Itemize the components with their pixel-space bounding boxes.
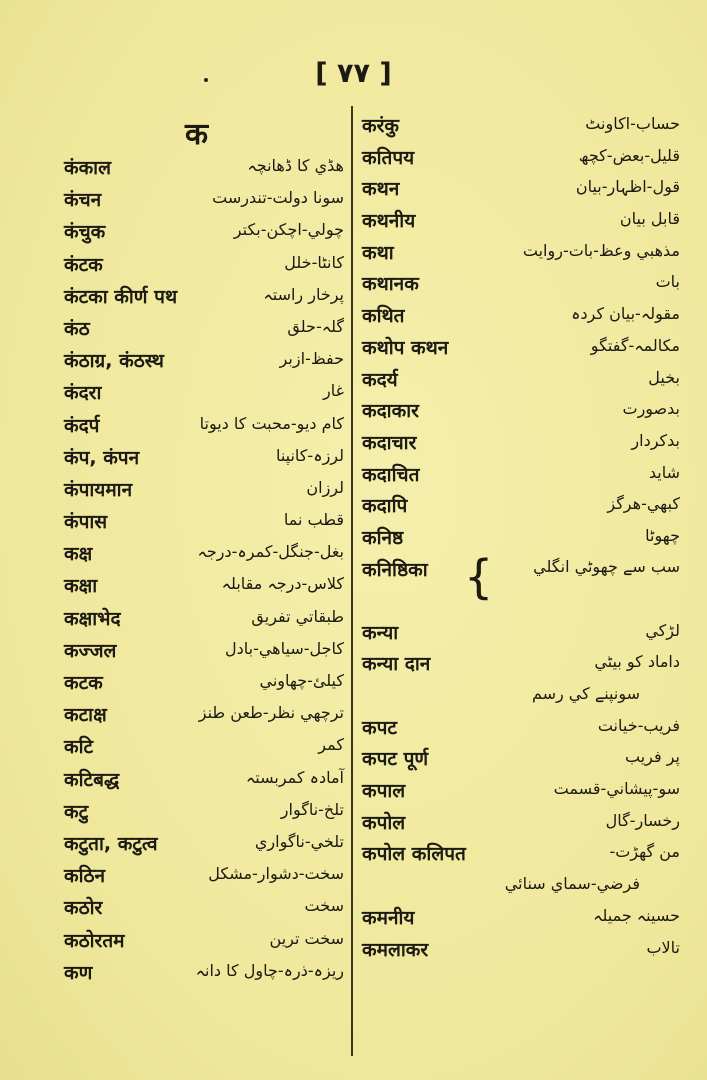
page-number: [ ٧٧ ]	[315, 58, 392, 89]
right-column	[362, 110, 680, 965]
entry-headword: कंटका कीर्ण पथ	[64, 285, 178, 308]
entry-headword: कपोल कलिपत	[362, 843, 466, 866]
entry-headword: कथन	[362, 178, 400, 201]
dictionary-entry	[362, 775, 680, 807]
dictionary-entry	[362, 395, 680, 427]
entry-definition: سخت ترين	[269, 928, 344, 948]
entry-definition: لرزہ-کانپنا	[275, 445, 344, 465]
entry-definition: تلخ-ناگوار	[280, 799, 344, 819]
dictionary-entry	[64, 796, 344, 828]
entry-definition: طبقاتي تفريق	[251, 606, 344, 626]
dictionary-entry	[362, 902, 680, 934]
dictionary-entry	[64, 667, 344, 699]
entry-definition: سخت	[304, 896, 344, 916]
entry-headword: कदापि	[362, 495, 408, 518]
entry-definition: لڑکي	[645, 620, 680, 640]
dictionary-entry	[64, 699, 344, 731]
entry-definition: بغل-جنگل-کمرہ-درجہ	[197, 542, 344, 562]
entry-headword: कपट	[362, 716, 397, 739]
dictionary-entry	[64, 313, 344, 345]
entry-definition: آمادہ کمربستہ	[245, 767, 344, 787]
entry-headword: करंकु	[362, 115, 399, 137]
dictionary-entry	[362, 648, 680, 680]
entry-definition: سونا دولت-تندرست	[212, 188, 344, 208]
entry-definition: سب سے چھوٹي انگلي	[533, 556, 680, 576]
dictionary-entry	[64, 442, 344, 474]
entry-headword: कपट पूर्ण	[362, 748, 429, 771]
entry-headword: कंपायमान	[64, 478, 133, 501]
dictionary-entry	[64, 892, 344, 924]
entry-definition: فريب-خيانت	[597, 715, 680, 735]
dictionary-entry	[64, 152, 344, 184]
dictionary-entry	[64, 538, 344, 570]
entry-definition: بدصورت	[622, 399, 680, 419]
dictionary-entry	[64, 249, 344, 281]
dictionary-entry	[64, 957, 344, 989]
entry-definition: سونپنے کي رسم	[531, 684, 640, 703]
entry-definition: بخيل	[648, 367, 680, 387]
entry-headword: कथित	[362, 305, 405, 328]
entry-headword: कज्जल	[64, 639, 117, 662]
dictionary-entry	[64, 603, 344, 635]
entry-headword: कंप, कंपन	[64, 446, 140, 469]
entry-headword: कथोप कथन	[362, 336, 449, 359]
brace-mark: {	[464, 549, 494, 604]
dictionary-entry	[362, 549, 680, 617]
dictionary-entry	[362, 237, 680, 269]
entry-headword: कटु	[64, 800, 89, 823]
entry-definition: فرضي-سماي سنائي	[504, 874, 640, 894]
entry-definition: داماد کو بيٹي	[594, 652, 680, 672]
entry-headword: कंदरा	[64, 382, 102, 405]
entry-headword: कठोर	[64, 897, 103, 920]
entry-definition: حساب-اکاونٹ	[585, 114, 680, 133]
entry-headword: कदर्य	[362, 368, 398, 391]
dictionary-entry	[362, 332, 680, 364]
dictionary-entry	[64, 925, 344, 957]
entry-definition: پر فريب	[624, 747, 680, 767]
dictionary-entry	[362, 364, 680, 396]
dictionary-entry	[362, 110, 680, 142]
dictionary-entry	[64, 764, 344, 796]
dictionary-entry	[64, 635, 344, 667]
dictionary-entry	[64, 410, 344, 442]
entry-headword: कदाकार	[362, 400, 419, 423]
column-divider	[351, 106, 353, 1056]
entry-headword: कंटक	[64, 253, 103, 276]
entry-definition: شايد	[648, 462, 680, 482]
entry-definition: تلخي-ناگواري	[254, 831, 344, 851]
entry-headword: कपोल	[362, 811, 406, 834]
entry-definition: سو-پيشاني-قسمت	[553, 779, 680, 799]
entry-headword: कठिन	[64, 865, 106, 888]
dictionary-entry	[64, 731, 344, 763]
entry-definition: چھوٹا	[645, 525, 680, 545]
entry-definition: قطب نما	[283, 510, 344, 530]
entry-definition: ھڈي کا ڈھانچہ	[247, 156, 344, 175]
dictionary-entry	[362, 680, 680, 712]
entry-headword: कमनीय	[362, 906, 415, 929]
entry-definition: قليل-بعض-کچھ	[578, 145, 680, 165]
dictionary-entry	[362, 712, 680, 744]
entry-headword: कटि	[64, 736, 94, 759]
dictionary-entry	[362, 268, 680, 300]
entry-definition: پرخار راستہ	[263, 284, 344, 304]
entry-definition: گلہ-حلق	[287, 316, 344, 336]
entry-headword: कन्या	[362, 621, 399, 644]
entry-definition: تالاب	[646, 937, 680, 957]
entry-headword: कटक	[64, 672, 103, 694]
entry-definition: مکالمہ-گفتگو	[590, 335, 680, 355]
dictionary-entry	[362, 459, 680, 491]
entry-definition: حسينہ جميلہ	[593, 905, 680, 925]
entry-definition: کام ديو-محبت کا ديوتا	[199, 413, 344, 433]
entry-headword: कंपास	[64, 511, 108, 534]
entry-definition: کانٹا-خلل	[284, 252, 344, 272]
entry-headword: कंठाग्र, कंठस्थ	[64, 350, 164, 373]
entry-definition: ريزہ-ذرہ-چاول کا دانہ	[195, 960, 344, 980]
entry-headword: कण	[64, 961, 93, 984]
entry-headword: कंचुक	[64, 221, 106, 244]
dictionary-entry	[64, 184, 344, 216]
entry-headword: कटुता, कटुत्व	[64, 832, 158, 855]
entry-headword: कथनीय	[362, 210, 416, 233]
entry-headword: कठोरतम	[64, 929, 125, 952]
dictionary-entry	[362, 807, 680, 839]
entry-definition: کلاس-درجہ مقابلہ	[221, 574, 344, 594]
entry-headword: कंदर्प	[64, 414, 100, 437]
entry-definition: کبھي-ھرگز	[607, 494, 680, 514]
dictionary-entry	[64, 377, 344, 409]
dictionary-entry	[64, 860, 344, 892]
entry-headword: कनिष्ठ	[362, 526, 404, 549]
entry-headword: कदाचित	[362, 463, 420, 486]
dictionary-entry	[362, 427, 680, 459]
entry-headword: कतिपय	[362, 146, 415, 169]
entry-headword: कटाक्ष	[64, 704, 107, 727]
entry-definition: بدکردار	[631, 430, 680, 450]
entry-definition: غار	[323, 381, 344, 401]
entry-headword: कक्षा	[64, 575, 98, 598]
left-column	[64, 152, 344, 989]
entry-headword: कन्या दान	[362, 653, 431, 676]
dictionary-entry	[362, 205, 680, 237]
dictionary-entry	[64, 828, 344, 860]
dictionary-entry	[362, 142, 680, 174]
entry-definition: رخسار-گال	[605, 810, 680, 830]
dictionary-entry	[64, 281, 344, 313]
entry-definition: لرزان	[306, 477, 344, 497]
entry-definition: حفظ-ازبر	[279, 349, 344, 369]
entry-definition: کاجل-سياھي-بادل	[224, 638, 344, 658]
entry-definition: چولي-اچکن-بکتر	[233, 220, 344, 240]
entry-definition: مقولہ-بيان کردہ	[571, 304, 680, 324]
entry-headword: कथानक	[362, 273, 419, 296]
entry-headword: कनिष्ठिका	[362, 558, 428, 581]
dictionary-entry	[362, 300, 680, 332]
dictionary-entry	[64, 506, 344, 538]
entry-headword: कदाचार	[362, 431, 417, 454]
dictionary-entry	[362, 838, 680, 870]
entry-definition: کيلئ-چھاوني	[259, 671, 344, 690]
dictionary-entry	[362, 617, 680, 649]
entry-definition: من گھڑت-	[609, 842, 680, 862]
entry-headword: कमलाकर	[362, 938, 429, 961]
entry-headword: कंचन	[64, 189, 102, 212]
entry-headword: कक्ष	[64, 543, 93, 566]
entry-definition: مذھبي وعظ-بات-روايت	[522, 240, 680, 260]
entry-definition: قابل بيان	[619, 209, 680, 229]
dictionary-entry	[64, 345, 344, 377]
entry-headword: कपाल	[362, 780, 406, 803]
dictionary-entry	[64, 216, 344, 248]
section-letter: क	[185, 117, 209, 152]
dictionary-entry	[362, 490, 680, 522]
dictionary-entry	[362, 743, 680, 775]
entry-headword: कंठ	[64, 317, 90, 340]
entry-headword: कंकाल	[64, 157, 111, 179]
dictionary-entry	[362, 173, 680, 205]
entry-definition: سخت-دشوار-مشکل	[208, 864, 344, 884]
ink-dot	[204, 78, 208, 82]
entry-headword: कटिबद्ध	[64, 768, 120, 791]
entry-headword: कथा	[362, 241, 394, 264]
entry-definition: ترچھي نظر-طعن طنز	[198, 703, 344, 723]
dictionary-entry	[64, 570, 344, 602]
entry-definition: کمر	[318, 735, 344, 755]
dictionary-entry	[362, 934, 680, 966]
entry-headword: कक्षाभेद	[64, 607, 121, 630]
dictionary-entry	[362, 870, 680, 902]
entry-definition: قول-اظہار-بيان	[575, 177, 680, 197]
dictionary-entry	[64, 474, 344, 506]
entry-definition: بات	[655, 272, 680, 292]
